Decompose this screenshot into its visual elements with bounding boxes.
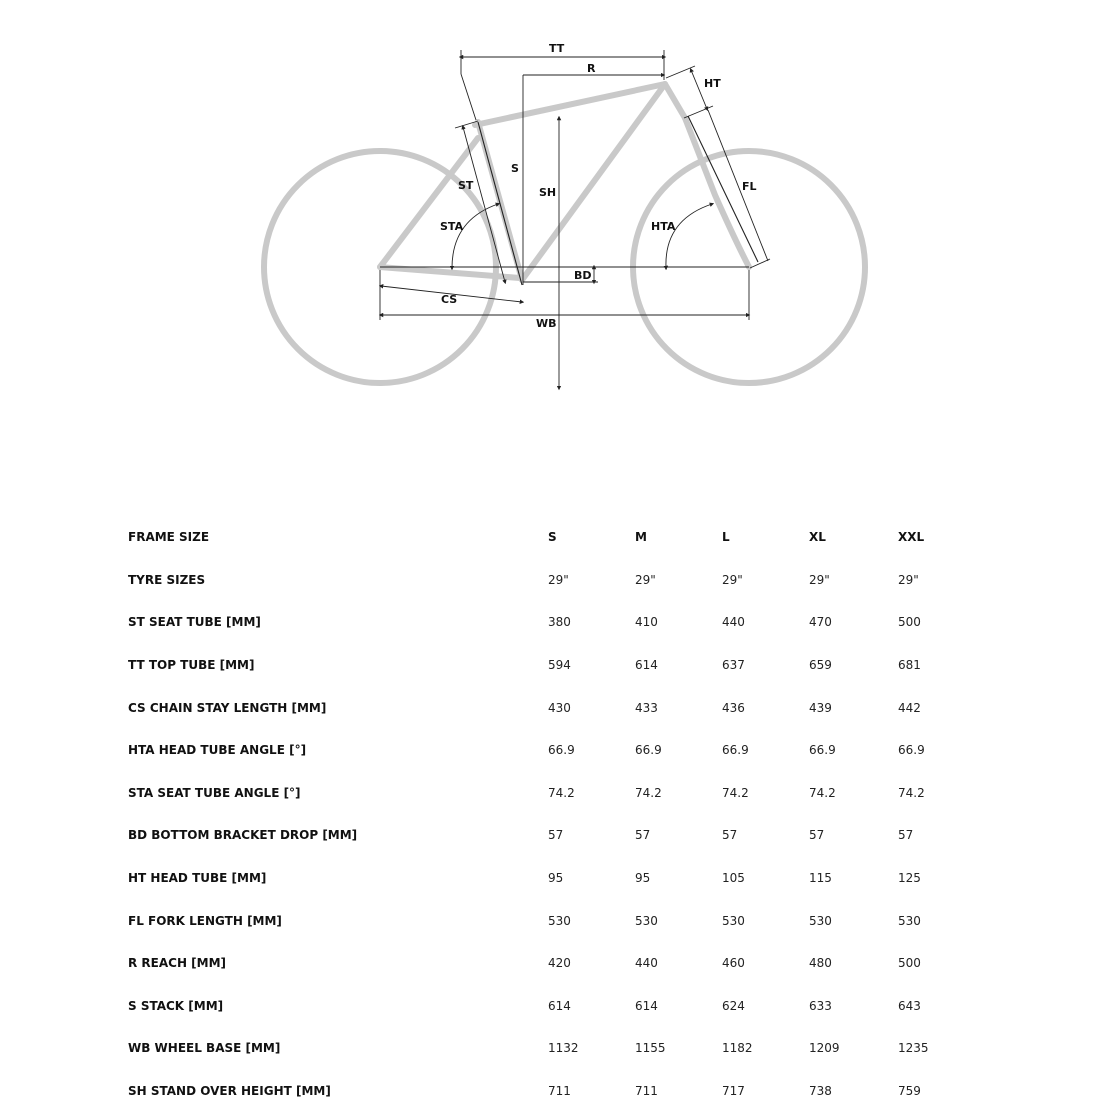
cell-value: 66.9 — [809, 743, 836, 758]
table-row — [128, 601, 978, 644]
cell-value: 480 — [809, 956, 832, 971]
cell-value: 66.9 — [722, 743, 749, 758]
cell-value: 1235 — [898, 1041, 929, 1056]
cell-value: 420 — [548, 956, 571, 971]
cell-value: 57 — [635, 828, 651, 843]
cell-value: 614 — [548, 998, 571, 1013]
cell-value: 66.9 — [635, 743, 662, 758]
hta-arc — [666, 204, 712, 268]
cell-value: 681 — [898, 658, 921, 673]
cell-value: 614 — [635, 998, 658, 1013]
cell-value: 717 — [722, 1084, 745, 1099]
cell-value: 633 — [809, 998, 832, 1013]
table-row — [128, 1027, 978, 1070]
cell-value: 738 — [809, 1084, 832, 1099]
label-bd: BD — [574, 269, 592, 282]
cell-value: 530 — [548, 913, 571, 928]
label-sh: SH — [539, 186, 557, 199]
table-row — [128, 559, 978, 602]
row-label: TT TOP TUBE [MM] — [128, 658, 255, 673]
cell-value: 530 — [809, 913, 832, 928]
table-row — [128, 985, 978, 1028]
cell-value: 500 — [898, 615, 921, 630]
cell-value: 1132 — [548, 1041, 579, 1056]
row-label: FL FORK LENGTH [MM] — [128, 913, 282, 928]
label-hta: HTA — [651, 220, 676, 233]
cell-value: 624 — [722, 998, 745, 1013]
cell-value: 66.9 — [898, 743, 925, 758]
header-size-m: M — [635, 530, 647, 545]
cell-value: 29" — [548, 572, 569, 587]
row-label: HT HEAD TUBE [MM] — [128, 871, 267, 886]
cell-value: 29" — [722, 572, 743, 587]
row-label: HTA HEAD TUBE ANGLE [°] — [128, 743, 307, 758]
frame — [380, 84, 749, 280]
cell-value: 643 — [898, 998, 921, 1013]
cell-value: 530 — [635, 913, 658, 928]
row-label: STA SEAT TUBE ANGLE [°] — [128, 785, 301, 800]
cell-value: 440 — [635, 956, 658, 971]
cell-value: 439 — [809, 700, 832, 715]
cell-value: 95 — [635, 871, 651, 886]
label-tt: TT — [549, 42, 565, 55]
cell-value: 1209 — [809, 1041, 840, 1056]
cell-value: 74.2 — [548, 785, 575, 800]
label-cs: CS — [441, 293, 458, 306]
cell-value: 74.2 — [809, 785, 836, 800]
cell-value: 29" — [635, 572, 656, 587]
header-size-xxl: XXL — [898, 530, 925, 545]
table-header-row — [128, 516, 978, 559]
cell-value: 433 — [635, 700, 658, 715]
cell-value: 436 — [722, 700, 745, 715]
cell-value: 614 — [635, 658, 658, 673]
label-s: S — [511, 162, 519, 175]
table-row — [128, 729, 978, 772]
table-row — [128, 814, 978, 857]
cell-value: 74.2 — [635, 785, 662, 800]
cell-value: 410 — [635, 615, 658, 630]
label-ht: HT — [704, 77, 721, 90]
table-row — [128, 686, 978, 729]
cell-value: 125 — [898, 871, 921, 886]
cell-value: 29" — [898, 572, 919, 587]
cell-value: 594 — [548, 658, 571, 673]
row-label: WB WHEEL BASE [MM] — [128, 1041, 281, 1056]
cell-value: 530 — [898, 913, 921, 928]
cell-value: 530 — [722, 913, 745, 928]
row-label: SH STAND OVER HEIGHT [MM] — [128, 1084, 331, 1099]
table-row — [128, 1070, 978, 1112]
row-label: S STACK [MM] — [128, 998, 224, 1013]
cell-value: 659 — [809, 658, 832, 673]
label-fl: FL — [742, 180, 757, 193]
cell-value: 430 — [548, 700, 571, 715]
table-row — [128, 772, 978, 815]
cell-value: 57 — [722, 828, 738, 843]
row-label: TYRE SIZES — [128, 572, 206, 587]
cell-value: 29" — [809, 572, 830, 587]
cell-value: 440 — [722, 615, 745, 630]
label-wb: WB — [536, 317, 557, 330]
seat-tube-line — [478, 122, 522, 285]
cell-value: 57 — [898, 828, 914, 843]
cell-value: 711 — [635, 1084, 658, 1099]
cell-value: 74.2 — [898, 785, 925, 800]
cell-value: 1182 — [722, 1041, 753, 1056]
ht-dimension — [666, 66, 695, 78]
table-row — [128, 942, 978, 985]
cell-value: 95 — [548, 871, 564, 886]
cell-value: 380 — [548, 615, 571, 630]
label-sta: STA — [440, 220, 464, 233]
row-label: BD BOTTOM BRACKET DROP [MM] — [128, 828, 358, 843]
cell-value: 442 — [898, 700, 921, 715]
geometry-table — [128, 516, 978, 1112]
cell-value: 74.2 — [722, 785, 749, 800]
cell-value: 57 — [809, 828, 825, 843]
row-label: CS CHAIN STAY LENGTH [MM] — [128, 700, 327, 715]
header-size-xl: XL — [809, 530, 826, 545]
cell-value: 105 — [722, 871, 745, 886]
row-label: R REACH [MM] — [128, 956, 227, 971]
label-r: R — [587, 62, 596, 75]
header-size-s: S — [548, 530, 557, 545]
table-row — [128, 899, 978, 942]
table-row — [128, 857, 978, 900]
cell-value: 500 — [898, 956, 921, 971]
cell-value: 711 — [548, 1084, 571, 1099]
cell-value: 460 — [722, 956, 745, 971]
cell-value: 470 — [809, 615, 832, 630]
header-frame-size: FRAME SIZE — [128, 530, 210, 545]
cell-value: 115 — [809, 871, 832, 886]
row-label: ST SEAT TUBE [MM] — [128, 615, 261, 630]
label-st: ST — [458, 179, 474, 192]
cell-value: 637 — [722, 658, 745, 673]
table-row — [128, 644, 978, 687]
cell-value: 57 — [548, 828, 564, 843]
cell-value: 759 — [898, 1084, 921, 1099]
cell-value: 1155 — [635, 1041, 666, 1056]
bike-geometry-diagram — [0, 0, 1109, 420]
cell-value: 66.9 — [548, 743, 575, 758]
header-size-l: L — [722, 530, 730, 545]
